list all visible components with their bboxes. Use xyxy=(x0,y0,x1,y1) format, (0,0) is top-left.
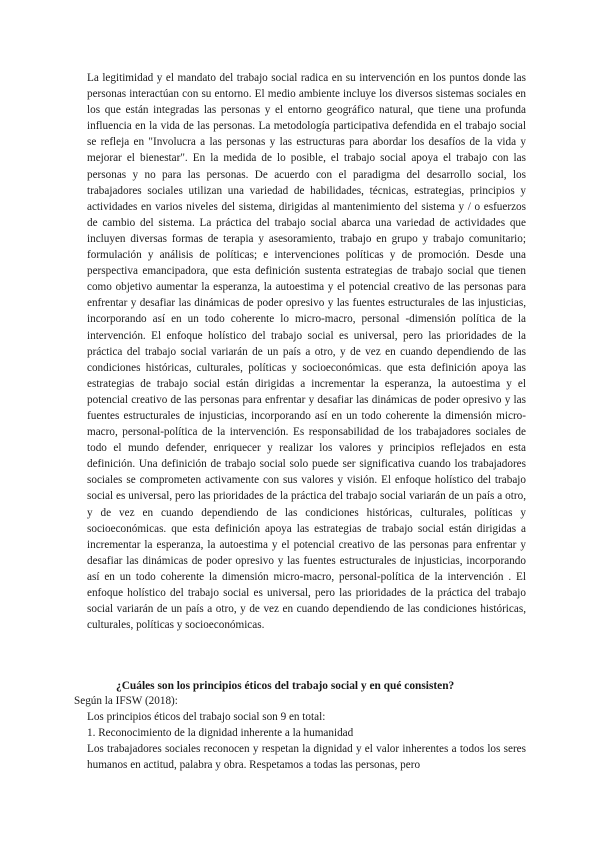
body-paragraph: La legitimidad y el mandato del trabajo social radica en su intervención en los puntos donde las personas interactúan con su entorno. El medio ambiente incluye los diversos sistemas sociales en los que están integradas las personas y el entorno geográfico natural, que tiene una profunda influencia en la vida de las personas. La metodología participativa defendida en el trabajo social se refleja en "Involucra a las personas y las estructuras para abordar los desafíos de la vida y mejorar el bienestar". En la medida de lo posible, el trabajo social apoya el trabajo con las personas y no para las personas. De acuerdo con el paradigma del desarrollo social, los trabajadores sociales utilizan una variedad de habilidades, técnicas, estrategias, principios y actividades en varios niveles del sistema, dirigidas al mantenimiento del sistema y / o esfuerzos de cambio del sistema. La práctica del trabajo social abarca una variedad de actividades que incluyen diversas formas de terapia y asesoramiento, trabajo en grupo y trabajo comunitario; formulación y análisis de políticas; e intervenciones políticas y de promoción. Desde una perspectiva emancipadora, que esta definición sustenta estrategias de trabajo social que tienen como objetivo aumentar la esperanza, la autoestima y el potencial creativo de las personas para enfrentar y desafiar las dinámicas de poder opresivo y las fuentes estructurales de las injusticias, incorporando así en un todo coherente lo micro-macro, personal -dimensión política de la intervención. El enfoque holístico del trabajo social es universal, pero las prioridades de la práctica del trabajo social variarán de un país a otro, y de vez en cuando dependiendo de las condiciones históricas, culturales, políticas y socioeconómicas. que esta definición apoya las estrategias de trabajo social están dirigidas a incrementar la esperanza, la autoestima y el potencial creativo de las personas para enfrentar y desafiar las dinámicas de poder opresivo y las fuentes estructurales de injusticias, incorporando así en un todo coherente la dimensión micro-macro, personal-política de la intervención. Es responsabilidad de los trabajadores sociales de todo el mundo defender, enriquecer y realizar los valores y principios reflejados en esta definición. Una definición de trabajo social solo puede ser significativa cuando los trabajadores sociales se comprometen activamente con sus valores y visión. El enfoque holístico del trabajo social es universal, pero las prioridades de la práctica del trabajo social variarán de un país a otro, y de vez en cuando dependiendo de las condiciones históricas, culturales, políticas y socioeconómicas. que esta definición apoya las estrategias de trabajo social están dirigidas a incrementar la esperanza, la autoestima y el potencial creativo de las personas para enfrentar y desafiar las dinámicas de poder opresivo y las fuentes estructurales de injusticias, incorporando así en un todo coherente la dimensión micro-macro, personal-política de la intervención . El enfoque holístico del trabajo social es universal, pero las prioridades de la práctica del trabajo social variarán de un país a otro, y de vez en cuando dependiendo de las condiciones históricas, culturales, políticas y socioeconómicas. xyxy=(87,72,526,632)
source-line: Según la IFSW (2018): xyxy=(74,695,178,707)
intro-line: Los principios éticos del trabajo social son 9 en total: xyxy=(87,711,326,723)
section-heading: ¿Cuáles son los principios éticos del trabajo social y en qué consisten? xyxy=(116,680,455,692)
principle-item: 1. Reconocimiento de la dignidad inherente a la humanidad xyxy=(87,727,354,739)
principle-paragraph: Los trabajadores sociales reconocen y respetan la dignidad y el valor inherentes a todos los seres humanos en actitud, palabra y obra. Respetamos a todas las personas, pero xyxy=(87,743,526,772)
